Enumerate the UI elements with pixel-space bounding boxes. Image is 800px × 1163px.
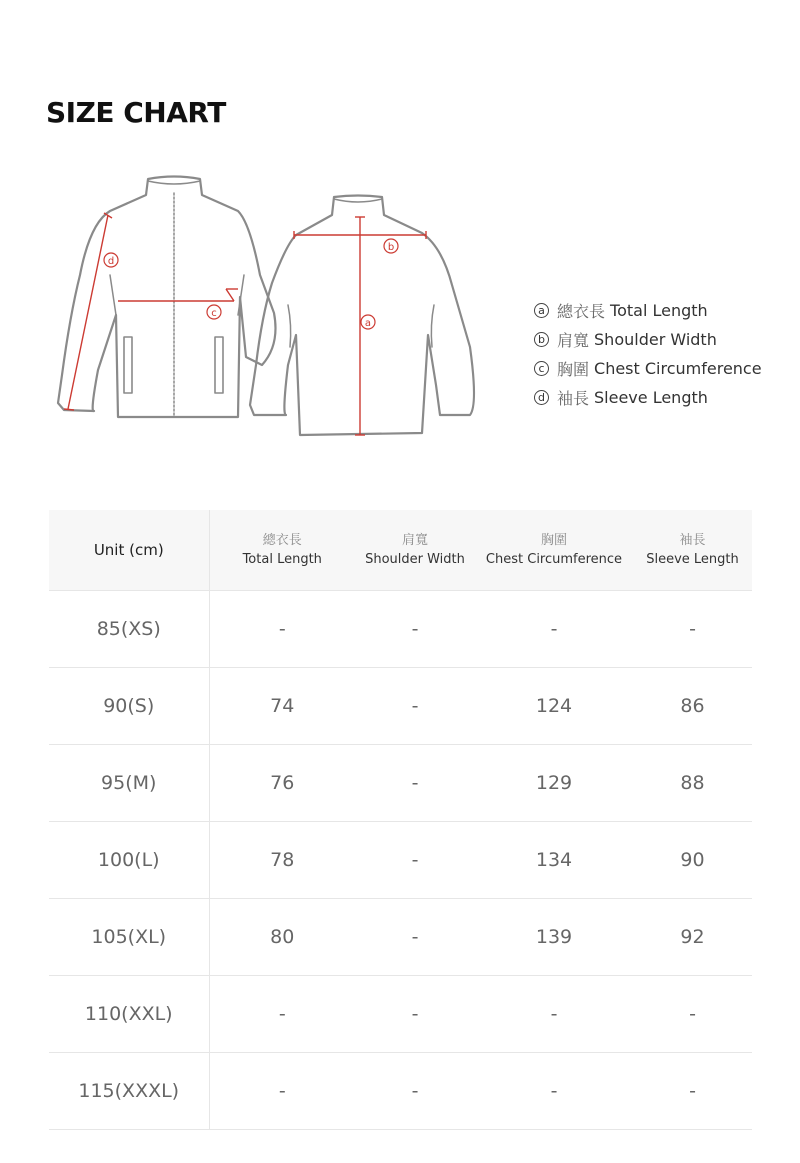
size-label: 85(XS) (49, 591, 209, 668)
legend-item-sleeve-length (534, 383, 794, 412)
marker-b-icon: b (534, 332, 549, 347)
table-header-row (49, 510, 752, 591)
table-row (49, 1053, 752, 1130)
marker-a-icon: a (534, 303, 549, 318)
legend-label-zh: 袖長 (557, 389, 590, 408)
shoulder-width-value: - (355, 745, 475, 822)
legend-label-en: Sleeve Length (594, 388, 708, 407)
table-row (49, 745, 752, 822)
column-header-total-length: 總衣長 Total Length (209, 510, 355, 591)
size-label: 90(S) (49, 668, 209, 745)
legend-item-shoulder-width (534, 325, 794, 354)
shoulder-width-value: - (355, 591, 475, 668)
measurement-legend (534, 296, 794, 412)
total-length-value: - (209, 591, 355, 668)
chest-circumference-value: - (475, 1053, 633, 1130)
shoulder-width-value: - (355, 668, 475, 745)
size-label: 100(L) (49, 822, 209, 899)
size-label: 95(M) (49, 745, 209, 822)
chest-circumference-value: 129 (475, 745, 633, 822)
column-header-chest-circumference: 胸圍 Chest Circumference (475, 510, 633, 591)
table-row (49, 668, 752, 745)
sleeve-length-value: 90 (633, 822, 752, 899)
size-label: 105(XL) (49, 899, 209, 976)
total-length-value: - (209, 976, 355, 1053)
shoulder-width-value: - (355, 822, 475, 899)
table-row (49, 976, 752, 1053)
marker-c-icon (207, 305, 221, 319)
shoulder-width-value: - (355, 1053, 475, 1130)
legend-label-en: Shoulder Width (594, 330, 717, 349)
legend-label-en: Total Length (610, 301, 708, 320)
sleeve-length-value: 88 (633, 745, 752, 822)
shoulder-width-value: - (355, 976, 475, 1053)
size-label: 115(XXXL) (49, 1053, 209, 1130)
chest-circumference-value: 124 (475, 668, 633, 745)
svg-text:d: d (107, 256, 115, 267)
svg-text:b: b (387, 242, 395, 253)
total-length-value: 78 (209, 822, 355, 899)
marker-a-icon (361, 315, 375, 329)
marker-c-icon: c (534, 361, 549, 376)
size-label: 110(XXL) (49, 976, 209, 1053)
sleeve-length-value: 86 (633, 668, 752, 745)
legend-item-total-length (534, 296, 794, 325)
sleeve-length-value: - (633, 1053, 752, 1130)
legend-label-zh: 胸圍 (557, 360, 590, 379)
table-row (49, 899, 752, 976)
jacket-diagram (50, 165, 490, 445)
chest-circumference-value: 134 (475, 822, 633, 899)
table-row (49, 591, 752, 668)
size-table (49, 510, 752, 1130)
marker-d-icon (104, 253, 118, 267)
marker-b-icon (384, 239, 398, 253)
svg-text:c: c (211, 308, 217, 319)
sleeve-length-value: - (633, 591, 752, 668)
marker-d-icon: d (534, 390, 549, 405)
total-length-value: 80 (209, 899, 355, 976)
table-row (49, 822, 752, 899)
chest-circumference-value: 139 (475, 899, 633, 976)
column-header-sleeve-length: 袖長 Sleeve Length (633, 510, 752, 591)
unit-header: Unit (cm) (49, 510, 209, 591)
total-length-value: 74 (209, 668, 355, 745)
svg-text:a: a (364, 318, 372, 329)
page-title: SIZE CHART (46, 96, 226, 129)
legend-item-chest-circumference (534, 354, 794, 383)
total-length-value: 76 (209, 745, 355, 822)
total-length-value: - (209, 1053, 355, 1130)
chest-circumference-value: - (475, 591, 633, 668)
legend-label-zh: 總衣長 (557, 302, 606, 321)
legend-label-en: Chest Circumference (594, 359, 762, 378)
back-jacket-outline (250, 196, 474, 436)
sleeve-length-value: - (633, 976, 752, 1053)
legend-label-zh: 肩寬 (557, 331, 590, 350)
shoulder-width-value: - (355, 899, 475, 976)
chest-circumference-value: - (475, 976, 633, 1053)
sleeve-length-value: 92 (633, 899, 752, 976)
column-header-shoulder-width: 肩寬 Shoulder Width (355, 510, 475, 591)
